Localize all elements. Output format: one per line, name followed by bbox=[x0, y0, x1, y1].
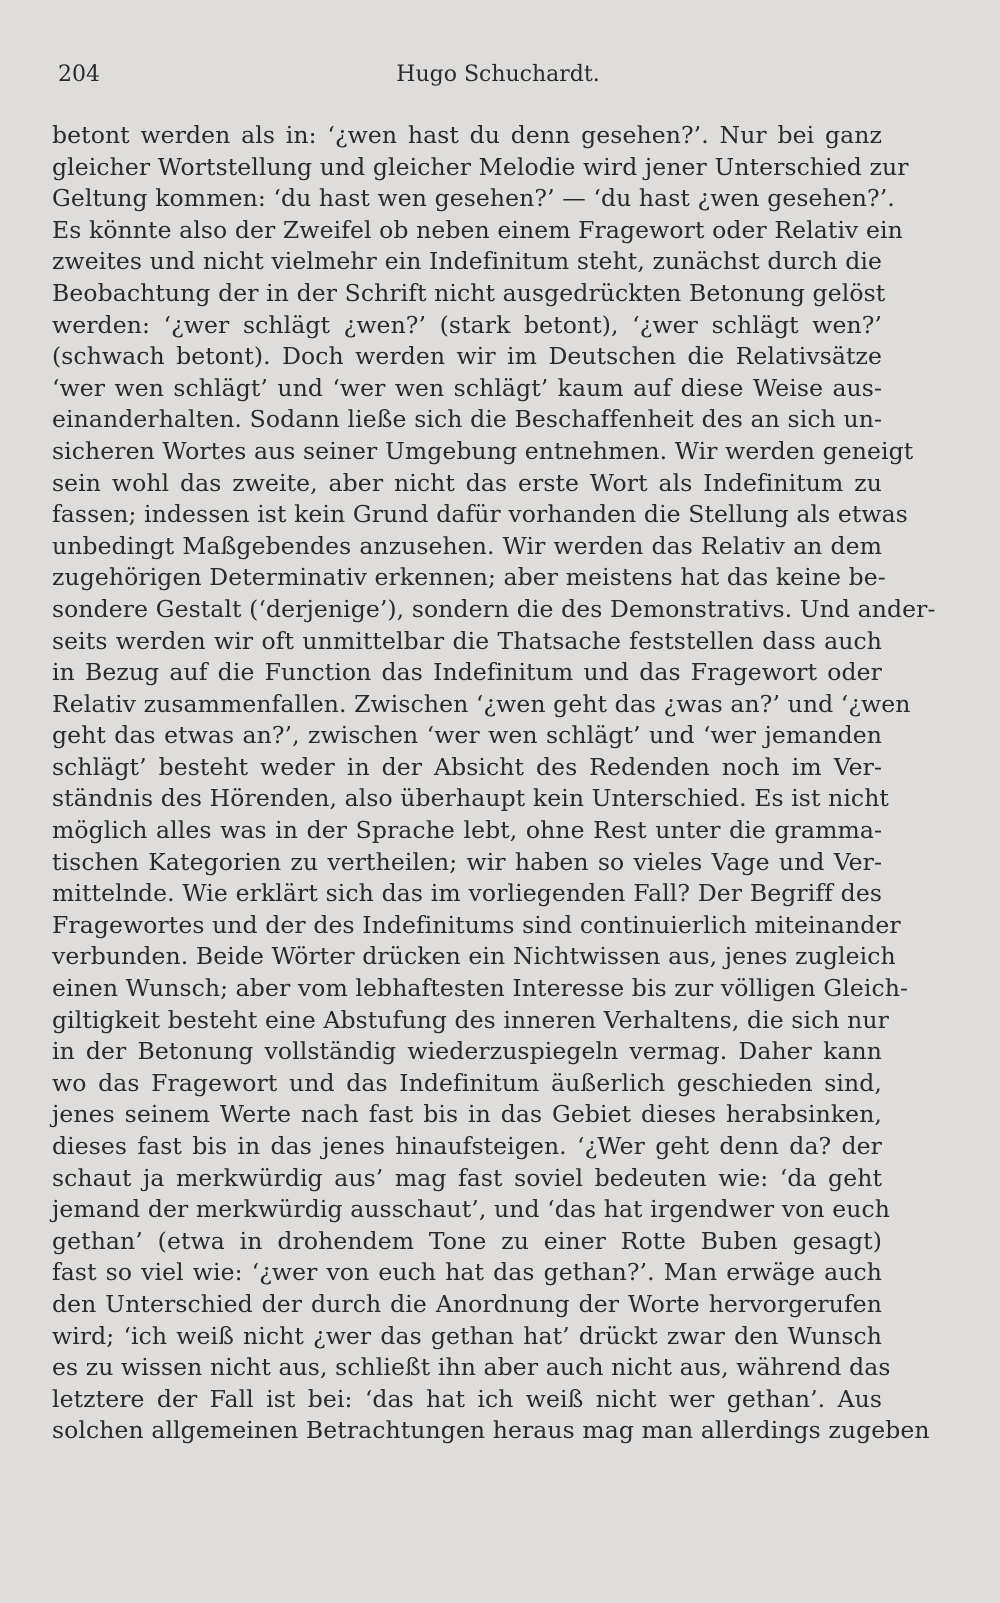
text-line: tischen Kategorien zu vertheilen; wir haben so vieles Vage und Ver- bbox=[52, 847, 882, 876]
text-line: zugehörigen Determinativ erkennen; aber meistens hat das keine be- bbox=[52, 563, 886, 592]
text-line: Relativ zusammenfallen. Zwischen ‘¿wen geht das ¿was an?’ und ‘¿wen bbox=[52, 689, 911, 718]
text-line: möglich alles was in der Sprache lebt, ohne Rest unter die gramma- bbox=[52, 816, 882, 845]
text-line: sein wohl das zweite, aber nicht das erste Wort als Indefinitum zu bbox=[52, 468, 882, 497]
text-line: solchen allgemeinen Betrachtungen heraus mag man allerdings zugeben bbox=[52, 1416, 930, 1445]
body-text bbox=[52, 120, 936, 1447]
text-line: einen Wunsch; aber vom lebhaftesten Interesse bis zur völligen Gleich- bbox=[52, 974, 908, 1003]
text-line: verbunden. Beide Wörter drücken ein Nichtwissen aus, jenes zugleich bbox=[52, 942, 896, 971]
text-line: (schwach betont). Doch werden wir im Deutschen die Relativsätze bbox=[52, 342, 882, 371]
text-line: Fragewortes und der des Indefinitums sind continuierlich miteinander bbox=[52, 910, 901, 939]
text-line: in Bezug auf die Function das Indefinitum und das Fragewort oder bbox=[52, 658, 882, 687]
text-line: Geltung kommen: ‘du hast wen gesehen?’ — ‘du hast ¿wen gesehen?’. bbox=[52, 184, 895, 213]
text-line: einanderhalten. Sodann ließe sich die Beschaffenheit des an sich un- bbox=[52, 405, 882, 434]
text-line: wird; ‘ich weiß nicht ¿wer das gethan hat’ drückt zwar den Wunsch bbox=[52, 1321, 882, 1350]
text-line: unbedingt Maßgebendes anzusehen. Wir werden das Relativ an dem bbox=[52, 531, 882, 560]
text-line: dieses fast bis in das jenes hinaufsteigen. ‘¿Wer geht denn da? der bbox=[52, 1132, 882, 1160]
text-line: letztere der Fall ist bei: ‘das hat ich weiß nicht wer gethan’. Aus bbox=[52, 1384, 882, 1413]
text-line: Beobachtung der in der Schrift nicht ausgedrückten Betonung gelöst bbox=[52, 278, 886, 307]
text-line: sicheren Wortes aus seiner Umgebung entnehmen. Wir werden geneigt bbox=[52, 436, 914, 465]
text-line: schlägt’ besteht weder in der Absicht des Redenden noch im Ver- bbox=[52, 752, 882, 781]
text-line: in der Betonung vollständig wiederzuspiegeln vermag. Daher kann bbox=[52, 1037, 882, 1066]
text-line: geht das etwas an?’, zwischen ‘wer wen schlägt’ und ‘wer jemanden bbox=[52, 721, 882, 750]
text-line: giltigkeit besteht eine Abstufung des inneren Verhaltens, die sich nur bbox=[52, 1005, 889, 1034]
text-line: seits werden wir oft unmittelbar die Thatsache feststellen dass auch bbox=[52, 626, 882, 655]
running-head: Hugo Schuchardt. bbox=[396, 62, 600, 87]
text-line: gethan’ (etwa in drohendem Tone zu einer Rotte Buben gesagt) bbox=[52, 1226, 882, 1255]
text-line: zweites und nicht vielmehr ein Indefinitum steht, zunächst durch die bbox=[52, 247, 882, 276]
text-line: schaut ja merkwürdig aus’ mag fast soviel bedeuten wie: ‘da geht bbox=[52, 1163, 882, 1192]
text-line: wo das Fragewort und das Indefinitum äußerlich geschieden sind, bbox=[52, 1068, 882, 1097]
text-line: es zu wissen nicht aus, schließt ihn aber auch nicht aus, während das bbox=[52, 1353, 891, 1382]
text-line: fast so viel wie: ‘¿wer von euch hat das gethan?’. Man erwäge auch bbox=[52, 1258, 882, 1287]
text-line: ‘wer wen schlägt’ und ‘wer wen schlägt’ kaum auf diese Weise aus- bbox=[52, 373, 882, 402]
page-number: 204 bbox=[58, 62, 100, 87]
text-line: den Unterschied der durch die Anordnung der Worte hervorgerufen bbox=[52, 1289, 882, 1318]
text-line: fassen; indessen ist kein Grund dafür vorhanden die Stellung als etwas bbox=[52, 500, 908, 529]
text-line: sondere Gestalt (‘derjenige’), sondern die des Demonstrativs. Und ander- bbox=[52, 594, 936, 623]
text-line: mittelnde. Wie erklärt sich das im vorliegenden Fall? Der Begriff des bbox=[52, 879, 882, 908]
text-line: ständnis des Hörenden, also überhaupt kein Unterschied. Es ist nicht bbox=[52, 784, 889, 813]
text-line: jenes seinem Werte nach fast bis in das Gebiet dieses herabsinken, bbox=[52, 1100, 882, 1129]
text-line: Es könnte also der Zweifel ob neben einem Fragewort oder Relativ ein bbox=[52, 215, 903, 244]
text-line: jemand der merkwürdig ausschaut’, und ‘das hat irgendwer von euch bbox=[52, 1195, 890, 1224]
text-line: gleicher Wortstellung und gleicher Melodie wird jener Unterschied zur bbox=[52, 152, 909, 181]
text-line: werden: ‘¿wer schlägt ¿wen?’ (stark betont), ‘¿wer schlägt wen?’ bbox=[52, 310, 882, 339]
text-line: betont werden als in: ‘¿wen hast du denn gesehen?’. Nur bei ganz bbox=[52, 121, 882, 149]
page-header bbox=[58, 62, 878, 92]
